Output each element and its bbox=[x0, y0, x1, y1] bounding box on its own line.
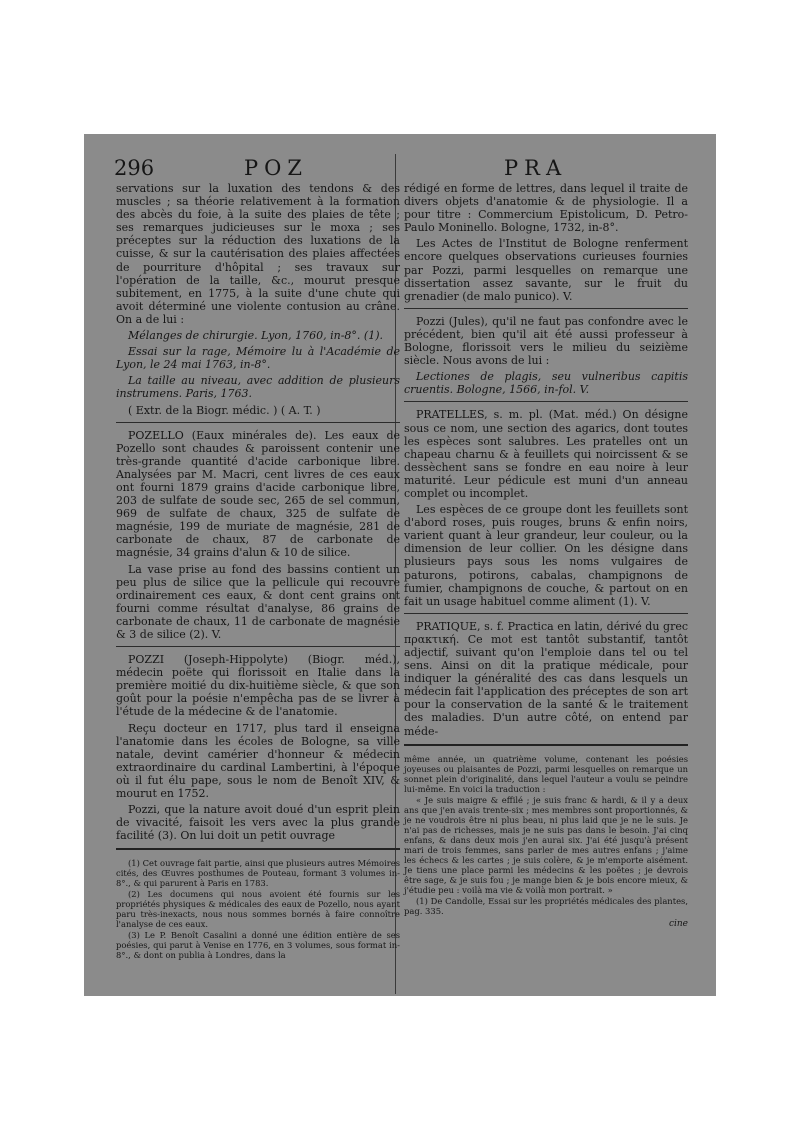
footnote: même année, un quatrième volume, contenant les poésies joyeuses ou plaisantes de Pozzi, parmi lesquelles on remarque un sonnet plein d'originalité, dans lequel l'auteur a voulu se peindre lui-même. En voici la traduction : bbox=[404, 753, 688, 794]
footnotes bbox=[404, 754, 688, 916]
running-head-right: PRA bbox=[504, 156, 568, 180]
footnote-rule bbox=[116, 848, 400, 850]
left-column bbox=[116, 182, 400, 961]
entry-pozello: POZELLO (Eaux minérales de). Les eaux de Pozello sont chaudes & paroissent contenir une très-grande quantité d'acide carbonique libre. Analysées par M. Macri, cent livres de ces eaux ont fourni 1879 grains d'acide carbonique libre, 203 de sulfate de soude sec, 265 de sel commun, 969 de sulfate de chaux, 325 de sulfate de magnésie, 199 de muriate de magnésie, 281 de carbonate de chaux, 87 de carbonate de magnésie, 34 grains d'alun & 10 de silice. bbox=[116, 428, 400, 560]
separator-rule bbox=[404, 401, 688, 402]
separator-rule bbox=[116, 422, 400, 423]
footnote-rule bbox=[404, 744, 688, 746]
footnote: « Je suis maigre & effilé ; je suis franc & hardi, & il y a deux ans que j'en avais trente-six ; mes membres sont proportionnés, & je ne voudrois être ni plus beau, ni plus laid que je ne le suis. Je n'ai pas de richesses, mais je ne suis pas dans le besoin. J'ai cinq enfans, & dans deux mois j'en aurai six. J'ai été jusqu'à présent mari de trois femmes, sans parler de mes autres enfans ; j'aime les échecs & les cartes ; je suis colère, & je m'emporte aisément. Je tiens une place parmi les médecins & les poëtes ; je devrois être sage, & je suis fou ; je mange bien & je bois encore mieux, & j'étudie peu : voilà ma vie & voilà mon portrait. » bbox=[404, 794, 688, 895]
text-paragraph: Les espèces de ce groupe dont les feuillets sont d'abord roses, puis rouges, bruns & enfin noirs, varient quant à leur grandeur, leur couleur, ou la dimension de leur collier. On les désigne dans plusieurs pays sous les noms vulgaires de paturons, potirons, cabalas, champignons de fumier, champignons de couche, & partout on en fait un usage habituel comme aliment (1). V. bbox=[404, 503, 688, 608]
running-head-left: POZ bbox=[244, 156, 308, 180]
separator-rule bbox=[404, 308, 688, 309]
entry-pozzi-jules: Pozzi (Jules), qu'il ne faut pas confondre avec le précédent, bien qu'il ait été aussi professeur à Bologne, florissoit vers le milieu du seizième siècle. Nous avons de lui : bbox=[404, 314, 688, 368]
footnote: (1) De Candolle, Essai sur les propriétés médicales des plantes, pag. 335. bbox=[404, 895, 688, 916]
text-paragraph: Pozzi, que la nature avoit doué d'un esprit plein de vivacité, faisoit les vers avec la plus grande facilité (3). On lui doit un petit ouvrage bbox=[116, 803, 400, 843]
separator-rule bbox=[404, 613, 688, 614]
entry-pratique: PRATIQUE, s. f. Practica en latin, dérivé du grec πρακτική. Ce mot est tantôt substantif, tantôt adjectif, suivant qu'on l'emploie dans tel ou tel sens. Ainsi on dit la pratique médicale, pour indiquer la généralité des cas dans lesquels un médecin fait l'application des préceptes de son art pour la conservation de la santé & le traitement des maladies. D'un autre côté, on entend par méde- bbox=[404, 619, 688, 738]
footnotes bbox=[116, 858, 400, 960]
footnote: (3) Le P. Benoît Casalini a donné une édition entière de ses poésies, qui parut à Venise en 1776, en 3 volumes, sous format in-8°., & dont on publia à Londres, dans la bbox=[116, 930, 400, 961]
book-entry: Essai sur la rage, Mémoire lu à l'Académie de Lyon, le 24 mai 1763, in-8°. bbox=[116, 345, 400, 372]
source-citation: ( Extr. de la Biogr. médic. ) ( A. T. ) bbox=[128, 403, 321, 417]
text-paragraph: rédigé en forme de lettres, dans lequel il traite de divers objets d'anatomie & de physiologie. Il a pour titre : Commercium Epistolicum, D. Petro-Paulo Moninello. Bologne, 1732, in-8°. bbox=[404, 182, 688, 235]
right-column bbox=[404, 182, 688, 931]
separator-rule bbox=[116, 646, 400, 647]
book-entry: La taille au niveau, avec addition de plusieurs instrumens. Paris, 1763. bbox=[116, 374, 400, 401]
entry-pozzi-joseph: POZZI (Joseph-Hippolyte) (Biogr. méd.), médecin poëte qui florissoit en Italie dans la première moitié du dix-huitième siècle, & que son goût pour la poésie n'empêcha pas de se livrer à l'étude de la médecine & de l'anatomie. bbox=[116, 653, 400, 719]
page-number: 296 bbox=[114, 156, 155, 180]
scanned-page bbox=[84, 134, 716, 996]
text-paragraph: Reçu docteur en 1717, plus tard il enseigna l'anatomie dans les écoles de Bologne, sa ville natale, devint camérier d'honneur & médecin extraordinaire du cardinal Lambertini, à l'époque où il fut élu pape, sous le nom de Benoît XIV, & mourut en 1752. bbox=[116, 721, 400, 801]
text-paragraph: La vase prise au fond des bassins contient un peu plus de silice que la pellicule qui recouvre ordinairement ces eaux, & dont cent grains ont fourni comme résultat d'analyse, 86 grains de carbonate de chaux, 11 de carbonate de magnésie & 3 de silice (2). V. bbox=[116, 562, 400, 641]
catchword: cine bbox=[668, 918, 688, 929]
book-entry: Lectiones de plagis, seu vulneribus capitis cruentis. Bologne, 1566, in-fol. V. bbox=[404, 370, 688, 397]
text-paragraph: servations sur la luxation des tendons & des muscles ; sa théorie relativement à la formation des abcès du foie, à la suite des plaies de tête ; ses remarques judicieuses sur le moxa ; ses préceptes sur la réduction des luxations de la cuisse, & sur la cautérisation des plaies affectées de pourriture d'hôpital ; ses travaux sur l'opération de la taille, &c., mourut presque subitement, en 1775, à la suite d'une chute qui avoit déterminé une violente contusion au crâne. On a de lui : bbox=[116, 182, 400, 326]
footnote: (1) Cet ouvrage fait partie, ainsi que plusieurs autres Mémoires cités, des Œuvres posthumes de Pouteau, formant 3 volumes in-8°., & qui parurent à Paris en 1783. bbox=[116, 858, 400, 889]
text-paragraph: Les Actes de l'Institut de Bologne renferment encore quelques observations curieuses fournies par Pozzi, parmi lesquelles on remarque une dissertation assez savante, sur le fruit du grenadier (de malo punico). V. bbox=[404, 237, 688, 303]
entry-pratelles: PRATELLES, s. m. pl. (Mat. méd.) On désigne sous ce nom, une section des agarics, dont toutes les espèces sont salubres. Les pratelles ont un chapeau charnu & à feuillets qui noircissent & se dessèchent sans se fondre en eau noire à leur maturité. Leur pédicule est muni d'un anneau complet ou incomplet. bbox=[404, 408, 688, 500]
book-entry: Mélanges de chirurgie. Lyon, 1760, in-8°. (1). bbox=[128, 329, 384, 343]
footnote: (2) Les documens qui nous avoient été fournis sur les propriétés physiques & médicales des eaux de Pozello, nous ayant paru très-inexacts, nous nous sommes bornés à faire connoître l'analyse de ces eaux. bbox=[116, 889, 400, 930]
